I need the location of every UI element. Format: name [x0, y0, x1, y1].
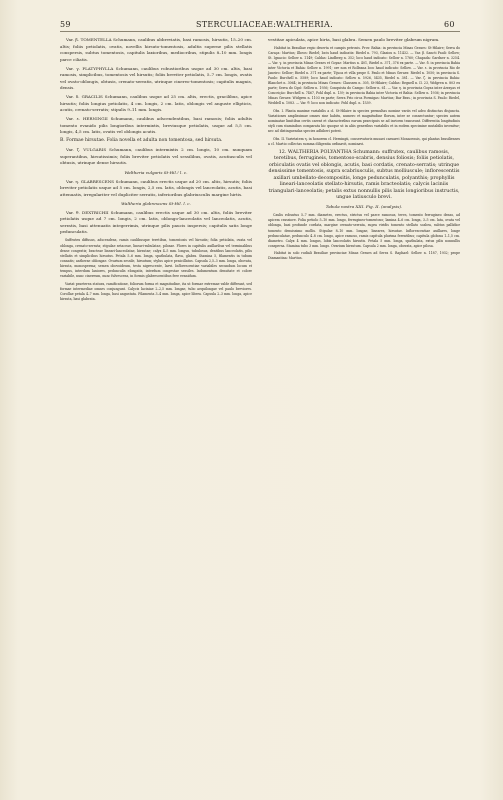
left-column-paragraph: Var. ε. HERNINGII Schumann, caulibus adscendentibus, basi ramosis; foliis adultis tomento evanido pilis longioribus intermixtis, breviusque petiolatis, usque ad 5,5 cm. longis, 4,5 cm. latis, ovatis vel oblongis acutis.: [60, 116, 252, 135]
right-column-paragraph: Obs. II. Varietatem η. in honorem cl. Herningii, conservatoris musaei caesarei Monacensis, qui plantas brasilienses a cl. Martio collectas summa diligentia ordinavit, nominavi.: [268, 136, 460, 146]
right-column-paragraph: Habitat in Brasiliae regio deserta et campis petrosis. Prov. Bahia: in provincia Minas Geraes: St-Hilaire; Serra do Caraça: Martius; Ilheos: Riedel; locis haud indicatis: Riedel n. 793, Glaziou n. 11432. — Var. β. Sancti Pauli: Sellow; St. Ignacio: Sellow n. 1149; Caldas: Lindberg n. 352; loco haud indicato: Sellow n. 1760; Chapada: Gardner n. 3254. — Var. γ. in provincia Minas Geraes et Goyaz: Martius n. 401, Riedel n. 371, 376 ex parte. — Var. δ. in provincia Bahia inter Victoria et Bahia: Sellow n. 1991; ore non et Rolleana loco haud indicato: Sellow. — Var. ε. in provincia Rio de Janeiro: Sellow; Riedel n. 371 ex parte; Tijuca et villa prope S. Paulo et Minas Geraes: Riedel n. 1050; in provincia S. Paulo: Burchell n. 5589; loco haud indicato: Sellow n. 5926, 5435, Riedel n. 381. — Var. ζ. in provincia Bahia: Blanchet n. 3064; in provincia Minas Geraes: Claussen n. 305, St-Hilaire; Caldas: Regnell n. II. 23, Widgren n. 803 ex parte; Serra do Cipó: Sellow n. 1936; Conquista do Campo: Sellow n. 61. — Var. η. in provincia Goyaz inter Arrayas et Conceição: Burchell n. 7467, Pohl dupl. n. 139; in provincia Bahia inter Victoria et Bahia: Sellow n. 1936; in provincia Minas Geraes: Widgren n. 1103 ex parte; Serra Frio circa Formigas: Martius; Bar Bras.; in provincia S. Paulo: Riedel, Weddell n. 1083. — Var. θ. loco non indicato: Pohl dupl. n. 1539.: [268, 46, 460, 106]
left-column-paragraph: Var. β. TOMENTELLA Schumann, caulibus abbreviatis, basi ramosis, hirsutis, 15–20 cm. altis; foliis petiolatis, ovatis, novellis hirsuto-tomentosis, adultis superne pilis stellatis conspersis, subtus tomentosis, capitulis laxioribus, mediocribus, stipulis 8–10 mm. longis parce ciliatis.: [60, 37, 252, 62]
right-column-paragraph: vestitae apiculata, apice hirta, basi glabra. Semen paulo breviter glabrum nigrum.: [268, 37, 440, 42]
running-head-family: STERCULIACEAE:: [196, 20, 277, 29]
left-column: [60, 37, 252, 305]
left-column-paragraph: Var. ζ. VULGARIS Schumann, caulibus intermixtis 2 cm. longis, 10 cm. nunquam superantibus, hirsutissimis; foliis breviter petiolatis vel sessilibus, ovatis, acutiusculis vel obtusis, utrinque dense hirsutis.: [60, 147, 252, 166]
left-column-paragraph: Var. δ. GRACILIS Schumann, caulibus usque ad 25 cm. altis, erectis, gracilibus, apice hirsutis; foliis longius petiolatis, 4 cm. longis, 2 cm. latis, oblongis vel anguste ellipticis, acutis, crenato-serratis; stipulis 9–11 mm. longis.: [60, 94, 252, 113]
left-column-paragraph: Waltheria vulgaris St-Hil.! l. c.: [124, 169, 188, 175]
folio-number: 60: [444, 20, 455, 29]
left-column-paragraph: Waltheria glabrescens St-Hil. l. c.: [121, 200, 191, 206]
left-column-paragraph: Variat praeterea statura, ramificatione, foliorum forma et magnitudine, ita ut formae extremae valde differant, sed formae intermediae omnes conjungunt. Calycis laciniae 2–2,5 mm. longae, tubo aequilongae vel paulo breviores. Corollae petala 4–7 mm. longa, basi angustata. Filamenta 3–4 mm. longa, apice libera. Capsula 2–3 mm. longa, apice hirsuta, basi glabrata.: [60, 281, 252, 302]
right-column: [268, 37, 460, 264]
right-column-paragraph: Tabula nostra XIII. Fig. II. (analysis).: [325, 204, 403, 210]
page-number: 59: [60, 20, 71, 29]
right-column-paragraph: Caulis robustus 5–7 mm. diametro, erectus, strictus vel parce ramosus, teres, tomento ferrugineo denso, ad apicem crassiore. Folia petiolo 5–10 mm. longo, ferrugineo-tomentoso; lamina 4–6 cm. longa, 3–5 cm. lata, ovata vel oblonga, basi profunde cordata, margine crenato-serrata, supra viridis tomento stellato scabra, subtus pallidior tomento densissimo mollis. Stipulae 8–10 mm. longae, lineares, hirsutae. Inflorescentiae axillares, longe pedunculatae, pedunculo 4–8 cm. longo, apice ramoso, ramis capitula plurima ferentibus; capitula globosa 1–1,5 cm. diametro. Calyx 4 mm. longus, lobis lanceolatis hirsutis. Petala 5 mm. longa, spathulata, extus pilis nonnullis conspersa. Stamina tubo 3 mm. longo. Ovarium hirsutum. Capsula 2 mm. longa, obovata, apice pilosa.: [268, 213, 460, 248]
left-column-paragraph: Var. η. GLABRESCENS Schumann, caulibus erectis usque ad 20 cm. altis, hirsutis; foliis breviter petiolatis usque ad 5 cm. longis, 2,5 cm. latis, oblongis vel lanceolatis, acutis, basi attenuatis, irregulariter vel dupliciter serratis, inferioribus glabriusculis margine hirtis.: [60, 178, 252, 197]
left-column-paragraph: Var. γ. PLATYPHYLLA Schumann, caulibus robustioribus usque ad 30 cm. altis, basi ramosis, simplicibus, tomentosis vel hirsutis; foliis breviter petiolatis, 5–7 cm. longis, ovatis vel ovato-oblongis, obtusis, crenato-serratis, utrinque cinereo-tomentosis; capitulis magnis, densis.: [60, 65, 252, 91]
right-column-paragraph: Habitat in solo rudiali Brasiliae provinciae Minas Geraes ad Serra S. Raphael: Sellow n. 1187, 1932; prope Diamantina: Martius.: [268, 251, 460, 261]
header-rule: [60, 31, 460, 32]
left-column-paragraph: B. Formae hirsutae. Folia novella et adulta non tomentosa, sed hirsuta.: [60, 138, 223, 144]
right-column-paragraph: 12. WALTHERIA POLYANTHA Schumann: suffrutex, caulibus ramosis, teretibus, ferrugineis, tomentoso-scabris, densius foliosis; foliis petiolatis, orbiculatis ovatis vel oblongis, acutis, basi cordatis, crenato-serratis; utrinque densissime tomentosis, supra scabriusculis, subtus molliuscule; inflorescentiis axillari umbellato-decompositis, longe pedunculatis, polyanthis; prophyllis lineari-lanceolatis stellato-hirsutis, ramis bracteolatis; calycis laciniis triangulari-lanceolatis; petalis extus nonnullis pilis laxis longioribus instructis, ungue latiusculo brevi.: [268, 149, 460, 201]
left-column-paragraph: Suffrutex diffusus, adscendens, ramis caulibusque teretibus, tomentosis vel hirsutis; folia petiolata, ovata vel oblonga, crenato-serrata; stipulae setaceae, lineari-subulatae, pilosae. Flores in capitulis axillaribus vel terminalibus dense congestis; bracteae lineari-lanceolatae, hirsutae; calyx 4–5 mm. longus, tubulosus, dentibus lanceolatis, pilis stellatis et simplicibus hirsutus. Petala 5–6 mm. longa, spathulata, flava, glabra. Stamina 5, filamentis in tubum connatis; antherae oblongae. Ovarium sessile, hirsutum; stylus apice penicillatus. Capsula 2,5–3 mm. longa, obovata, hirsuta, monosperma; semen obovoideum, testa nigrescente, laevi. Inflorescentiae variabiles secundum locum et tempus, interdum laxiores, pedunculis elongatis, interdum congestae sessiles. Indumentum densitate et colore variabile, nunc cinereum, nunc fulvescens, in formis glabrescentibus fere evanidum.: [60, 238, 252, 279]
running-head-genus: WALTHERIA.: [276, 20, 333, 29]
left-column-paragraph: Var. θ. DEXTRICHII Schumann, caulibus erectis usque ad 30 cm. altis, foliis breviter petiolatis usque ad 7 cm. longis, 2 cm. latis, oblongo-lanceolatis vel lanceolatis, acutis, serratis, basi attenuatis integerrimis, utrinque pilis paucis inspersis; capitulis satis longe pedunculatis.: [60, 209, 252, 235]
right-column-paragraph: Obs. I. Planta maxime variabilis a cl. St-Hilaire in species permultas nomine variis vel adeo distinctas disjuncta. Variationes amplissimae omnes sine habitu, numero et magnitudine florum, inter se connectuntur; species autem nominatae limitibus certis carent et characteribus earum praecipuis se ad invicem transeunt. Differentia longitudinis styli cum staminibus comparata hic quoque ut in aliis generibus variabilis et in eodem specimine mutabilis invenitur; nec ad distinguendas species adhiberi potest.: [268, 108, 460, 134]
